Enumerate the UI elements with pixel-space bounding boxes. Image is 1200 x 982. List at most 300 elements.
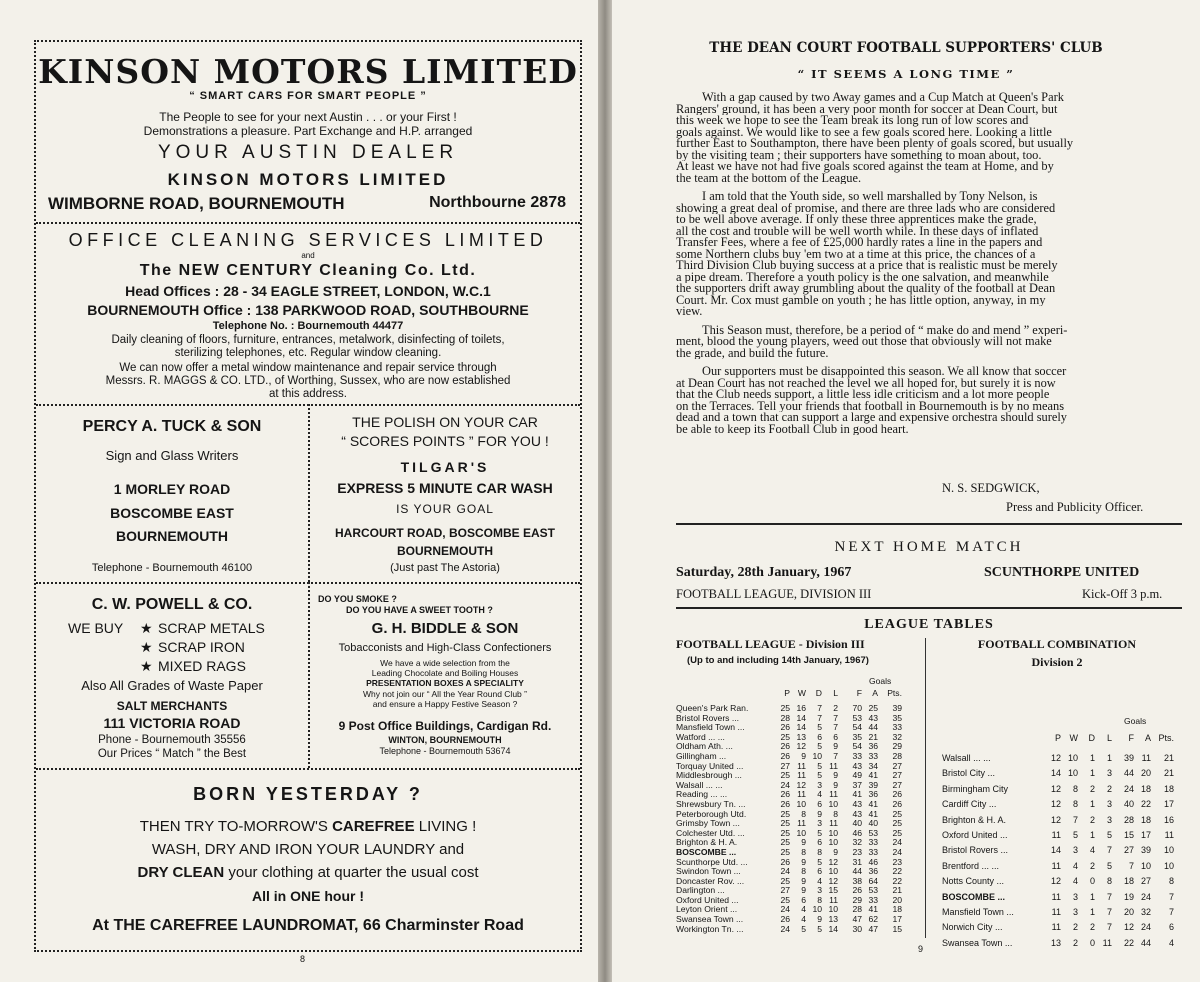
table-cell: 8: [801, 808, 806, 819]
star-icon: ★: [140, 639, 153, 655]
table-cell: 12: [1050, 876, 1061, 887]
table-cell: 11: [1051, 829, 1061, 840]
table-cell: 7: [1106, 906, 1112, 917]
table-cell: 1: [1089, 891, 1095, 902]
table-cell: 20: [892, 894, 902, 905]
next-match-date: Saturday, 28th January, 1967: [676, 565, 852, 580]
table-cell: 39: [868, 779, 878, 790]
table-cell: 9: [801, 875, 806, 886]
carefree-address: At THE CAREFREE LAUNDROMAT, 66 Charminster Road: [92, 917, 524, 934]
table-cell: 10: [796, 798, 806, 809]
tuck-address-2: BOSCOMBE EAST: [110, 505, 234, 521]
table-cell: 5: [1106, 829, 1112, 840]
table-row: [942, 828, 1182, 843]
table-cell: 11: [829, 818, 838, 829]
office-desc-3: We can now offer a metal window maintenance and repair service through: [119, 362, 497, 374]
team-name: Oldham Ath. ...: [676, 742, 733, 752]
table-cell: 35: [852, 731, 862, 742]
team-name: Mansfield Town ...: [676, 723, 745, 733]
page-9: [612, 0, 1200, 982]
next-match-opponent: SCUNTHORPE UNITED: [984, 565, 1140, 580]
table-cell: 7: [1106, 891, 1112, 902]
team-name: Darlington ...: [676, 886, 725, 896]
table-cell: 8: [1072, 799, 1078, 810]
table-cell: 62: [868, 914, 878, 925]
table-cell: 10: [828, 837, 838, 848]
table-cell: 7: [1106, 922, 1112, 933]
table-cell: 3: [1106, 814, 1112, 825]
table-cell: 70: [852, 703, 862, 713]
tilgar-wash: EXPRESS 5 MINUTE CAR WASH: [337, 480, 553, 496]
table-cell: 11: [797, 818, 806, 829]
table-cell: 13: [796, 731, 806, 742]
comb-table: [942, 751, 1182, 951]
table-cell: 22: [892, 875, 902, 886]
table-cell: 24: [780, 904, 790, 915]
article-line: that the Club needs support, a little less idle criticism and a lot more people: [676, 389, 1050, 401]
table-cell: 9: [833, 846, 838, 857]
table-cell: 1: [1089, 906, 1095, 917]
tilgar-road: HARCOURT ROAD, BOSCOMBE EAST: [334, 526, 555, 540]
table-row: [676, 829, 922, 839]
office-cleaning-advert: [36, 224, 580, 402]
table-cell: 11: [829, 789, 838, 800]
carefree-laundromat-advert: [36, 772, 580, 952]
table-cell: 31: [852, 856, 862, 867]
table-row: [942, 843, 1182, 858]
table-cell: 41: [852, 789, 862, 800]
table-row: [942, 766, 1182, 781]
table-cell: 22: [892, 866, 902, 877]
table-cell: 23: [892, 856, 902, 867]
table-cell: 4: [1072, 876, 1078, 887]
office-head: Head Offices : 28 - 34 EAGLE STREET, LONDON, W.C.1: [125, 283, 491, 299]
table-cell: 11: [1051, 922, 1061, 933]
tilgar-town: BOURNEMOUTH: [397, 544, 493, 558]
team-name: Bristol City ...: [942, 768, 996, 779]
table-cell: 53: [868, 885, 878, 896]
table-cell: 4: [801, 914, 806, 925]
table-cell: 8: [817, 894, 822, 905]
table-cell: 3: [817, 885, 822, 896]
percy-tuck-advert: [36, 406, 308, 582]
table-cell: 10: [828, 827, 838, 838]
table-row: [942, 797, 1182, 812]
kinson-telephone: Northbourne 2878: [429, 194, 566, 211]
comb-goals-label: Goals: [1124, 716, 1147, 726]
table-cell: 10: [812, 750, 822, 761]
table-cell: 25: [780, 770, 790, 781]
article-paragraph: [676, 92, 1180, 184]
table-cell: 12: [1050, 783, 1061, 794]
table-row: [676, 877, 922, 887]
team-name: Peterborough Utd.: [676, 809, 747, 819]
table-cell: 4: [1168, 937, 1174, 948]
table-cell: 29: [892, 741, 902, 752]
table-cell: 27: [892, 779, 902, 790]
table-cell: 11: [797, 760, 806, 771]
team-name: Reading ... ...: [676, 790, 728, 800]
table-row: [676, 867, 922, 877]
table-cell: 11: [829, 894, 838, 905]
table-cell: 49: [852, 770, 862, 781]
table-cell: 36: [868, 866, 878, 877]
table-cell: 4: [801, 904, 806, 915]
article-line: At least we have not had five goals scored against the team at Home, and by: [676, 161, 1054, 173]
office-desc-2: sterilizing telephones, etc. Regular window cleaning.: [174, 347, 442, 359]
div3-header-cell: A: [872, 688, 878, 698]
table-cell: 11: [829, 760, 838, 771]
table-cell: 25: [780, 818, 790, 829]
office-title: OFFICE CLEANING SERVICES LIMITED: [68, 230, 548, 250]
table-cell: 10: [828, 798, 838, 809]
team-name: Walsall ... ...: [676, 780, 723, 790]
div3-header-row: [676, 688, 922, 700]
carefree-brand: CAREFREE: [332, 818, 415, 835]
article-line: Third Division Club buying success at a price that is realistic must be merely: [676, 260, 1058, 272]
tilgar-goal: IS YOUR GOAL: [396, 502, 494, 516]
table-cell: 12: [1123, 922, 1134, 933]
table-row: [676, 848, 922, 858]
table-row: [676, 905, 922, 915]
article-paragraph: [676, 325, 1180, 360]
table-cell: 33: [868, 894, 878, 905]
table-cell: 44: [868, 722, 878, 733]
comb-header-cell: W: [1069, 733, 1078, 743]
comb-subtitle: Division 2: [1031, 655, 1083, 669]
table-cell: 28: [852, 904, 862, 915]
table-row: [942, 751, 1182, 766]
table-cell: 54: [852, 741, 862, 752]
table-cell: 13: [828, 914, 838, 925]
tuck-trade: Sign and Glass Writers: [105, 448, 239, 463]
carefree-title: BORN YESTERDAY ?: [193, 784, 423, 804]
table-cell: 11: [797, 770, 806, 781]
table-cell: 36: [868, 789, 878, 800]
comb-header-cell: F: [1128, 733, 1134, 743]
table-cell: 3: [1106, 799, 1112, 810]
table-cell: 29: [852, 894, 862, 905]
table-cell: 18: [1123, 876, 1134, 887]
carefree-line2: WASH, DRY AND IRON YOUR LAUNDRY and: [151, 841, 465, 858]
article-line: goals against. We would like to see a few goals scored here. Looking a little: [676, 126, 1052, 138]
office-desc-1: Daily cleaning of floors, furniture, entrances, metalwork, disinfecting of toilets,: [111, 334, 505, 346]
table-cell: 53: [852, 712, 862, 723]
kinson-dealer: YOUR AUSTIN DEALER: [157, 142, 459, 163]
table-cell: 53: [868, 827, 878, 838]
table-cell: 4: [817, 789, 822, 800]
powell-item-3: MIXED RAGS: [158, 658, 246, 674]
article-line: the grade, and build the future.: [676, 347, 829, 359]
div3-header-cell: D: [815, 688, 822, 698]
table-cell: 7: [1168, 906, 1174, 917]
table-cell: 3: [817, 779, 822, 790]
table-cell: 41: [868, 904, 878, 915]
table-cell: 25: [780, 731, 790, 742]
office-bournemouth: BOURNEMOUTH Office : 138 PARKWOOD ROAD, SOUTHBOURNE: [87, 302, 529, 318]
tilgar-line1: THE POLISH ON YOUR CAR: [352, 414, 538, 430]
table-cell: 10: [796, 827, 806, 838]
powell-item-1: SCRAP METALS: [158, 620, 265, 636]
table-cell: 12: [1050, 814, 1061, 825]
table-cell: 33: [868, 846, 878, 857]
table-cell: 24: [892, 837, 902, 848]
article-line: on the Terraces. Tell your friends that football in Bournemouth is by no means: [676, 400, 1065, 412]
table-cell: 2: [1089, 860, 1095, 871]
table-cell: 8: [801, 866, 806, 877]
kinson-name: KINSON MOTORS LIMITED: [167, 170, 449, 189]
team-name: Swansea Town ...: [942, 937, 1013, 948]
table-cell: 8: [833, 808, 838, 819]
article-line: Rangers' ground, it has been a very poor month for soccer at Dean Court, but: [676, 103, 1058, 115]
table-cell: 17: [892, 914, 902, 925]
kinson-title: KINSON MOTORS LIMITED: [38, 52, 578, 91]
table-cell: 11: [1051, 860, 1061, 871]
team-name: Oxford United ...: [942, 829, 1008, 840]
table-cell: 54: [852, 722, 862, 733]
tuck-address-1: 1 MORLEY ROAD: [113, 481, 231, 497]
tuck-telephone: Telephone - Bournemouth 46100: [91, 562, 253, 574]
article-line: the team at the bottom of the League.: [676, 172, 862, 184]
table-cell: 10: [812, 904, 822, 915]
table-cell: 5: [817, 856, 822, 867]
carefree-line1-end: LIVING !: [414, 818, 477, 835]
table-cell: 2: [833, 703, 838, 713]
table-cell: 26: [892, 798, 902, 809]
team-name: Grimsby Town ...: [676, 819, 740, 829]
article-line: by the visiting team ; their supporters have something to moan about, too.: [676, 149, 1042, 161]
page-number: 8: [300, 954, 306, 964]
comb-header-row: [942, 733, 1182, 745]
club-title: THE DEAN COURT FOOTBALL SUPPORTERS' CLUB: [709, 40, 1103, 56]
table-cell: 3: [1106, 768, 1112, 779]
table-cell: 16: [1163, 814, 1174, 825]
table-cell: 24: [892, 846, 902, 857]
team-name: Doncaster Rov. ...: [676, 876, 745, 886]
table-cell: 12: [796, 779, 806, 790]
team-name: Mansfield Town ...: [942, 906, 1014, 917]
article-paragraph: [676, 366, 1180, 435]
table-cell: 14: [796, 722, 806, 733]
table-cell: 15: [1123, 829, 1134, 840]
table-row: [676, 886, 922, 896]
table-cell: 1: [1089, 768, 1095, 779]
table-cell: 12: [796, 741, 806, 752]
table-cell: 5: [817, 923, 822, 934]
div3-header-cell: L: [833, 688, 838, 698]
carefree-dry-clean: DRY CLEAN: [137, 864, 225, 881]
table-cell: 1: [1089, 799, 1095, 810]
table-cell: 11: [1051, 891, 1061, 902]
team-name: Swansea Town ...: [676, 915, 744, 925]
table-cell: 7: [1106, 845, 1112, 856]
table-cell: 3: [1072, 906, 1078, 917]
divider: [36, 768, 580, 770]
article-line: some Northern clubs buy 'em two at a time at this price, the chances of a: [676, 248, 1036, 260]
table-row: [942, 813, 1182, 828]
table-cell: 43: [852, 798, 862, 809]
table-cell: 7: [1128, 860, 1134, 871]
powell-salt: SALT MERCHANTS: [116, 699, 228, 713]
article-headline: “ IT SEEMS A LONG TIME ”: [797, 67, 1015, 81]
team-name: Brentford ... ...: [942, 860, 1000, 871]
kinson-motors-advert: [36, 42, 580, 220]
table-cell: 27: [1123, 845, 1134, 856]
biddle-selection-1: We have a wide selection from the: [380, 658, 510, 668]
table-cell: 25: [892, 818, 902, 829]
table-row: [942, 874, 1182, 889]
table-cell: 47: [852, 914, 862, 925]
table-cell: 21: [892, 885, 902, 896]
carefree-line3-text: your clothing at quarter the usual cost: [224, 864, 479, 881]
table-cell: 7: [1168, 891, 1174, 902]
office-desc-4: Messrs. R. MAGGS & CO. LTD., of Worthing, Sussex, who are now established: [105, 375, 511, 387]
div3-title: FOOTBALL LEAGUE - Division III: [676, 637, 865, 651]
table-cell: 7: [817, 712, 822, 723]
table-cell: 14: [796, 712, 806, 723]
table-cell: 13: [1050, 937, 1061, 948]
table-cell: 15: [828, 885, 838, 896]
table-cell: 10: [1163, 860, 1174, 871]
powell-we-buy: WE BUY: [68, 620, 124, 636]
table-cell: 24: [780, 779, 790, 790]
table-cell: 1: [1089, 753, 1095, 763]
table-cell: 32: [852, 837, 862, 848]
table-cell: 9: [801, 885, 806, 896]
table-cell: 3: [1072, 845, 1078, 856]
table-cell: 26: [892, 789, 902, 800]
table-cell: 9: [801, 750, 806, 761]
table-cell: 20: [1123, 906, 1134, 917]
table-cell: 5: [801, 923, 806, 934]
biddle-name: G. H. BIDDLE & SON: [371, 620, 519, 637]
article-line: showing a great deal of promise, and there are three lads who are considered: [676, 202, 1056, 214]
tilgar-note: (Just past The Astoria): [390, 562, 500, 574]
table-cell: 9: [833, 770, 838, 781]
table-cell: 8: [817, 846, 822, 857]
table-cell: 25: [780, 875, 790, 886]
carefree-line1-text: THEN TRY TO-MORROW'S: [139, 818, 333, 835]
divider: [925, 638, 926, 938]
office-and: and: [301, 251, 315, 260]
team-name: Shrewsbury Tn. ...: [676, 799, 746, 809]
office-telephone: Telephone No. : Bournemouth 44477: [212, 320, 404, 332]
article-line: Our supporters must be disappointed this season. We all know that soccer: [702, 366, 1067, 378]
advert-frame: [34, 40, 582, 952]
table-cell: 25: [892, 808, 902, 819]
powell-also: Also All Grades of Waste Paper: [81, 678, 263, 693]
table-cell: 25: [868, 703, 878, 713]
table-cell: 14: [1050, 768, 1061, 779]
article-body: [676, 92, 1180, 442]
table-cell: 27: [892, 770, 902, 781]
article-line: Court. Mr. Cox must gamble on youth ; he has little option, anyway, in my: [676, 294, 1046, 306]
biddle-advert: [310, 584, 580, 768]
kinson-line2: Demonstrations a pleasure. Part Exchange and H.P. arranged: [143, 124, 473, 138]
article-line: the supporters drift away grumbling about the quality of the football at Dean: [676, 283, 1056, 295]
article-line: at Dean Court has not reached the level we all hoped for, but surely it is now: [676, 377, 1056, 389]
table-cell: 41: [868, 798, 878, 809]
article-line: With a gap caused by two Away games and a Cup Match at Queen's Park: [702, 92, 1064, 104]
table-cell: 21: [1163, 768, 1174, 779]
kinson-slogan: “ SMART CARS FOR SMART PEOPLE ”: [189, 90, 427, 102]
tuck-address-3: BOURNEMOUTH: [116, 528, 228, 544]
table-cell: 2: [1089, 814, 1095, 825]
table-cell: 33: [892, 722, 902, 733]
table-cell: 18: [892, 904, 902, 915]
powell-prices: Our Prices “ Match ” the Best: [97, 748, 247, 760]
table-cell: 2: [1072, 937, 1078, 948]
table-cell: 34: [868, 760, 878, 771]
table-cell: 8: [801, 846, 806, 857]
table-cell: 2: [1072, 922, 1078, 933]
article-signature-role: Press and Publicity Officer.: [1006, 500, 1144, 514]
table-cell: 20: [1140, 768, 1151, 779]
tuck-name: PERCY A. TUCK & SON: [82, 418, 262, 435]
divider: [676, 523, 1182, 525]
team-name: Norwich City ...: [942, 922, 1003, 933]
next-match-kickoff: Kick-Off 3 p.m.: [1082, 587, 1163, 601]
table-row: [676, 800, 922, 810]
table-cell: 4: [1089, 845, 1095, 856]
table-cell: 43: [852, 760, 862, 771]
next-match-heading: NEXT HOME MATCH: [834, 539, 1024, 555]
table-cell: 40: [868, 818, 878, 829]
table-cell: 10: [828, 866, 838, 877]
table-cell: 3: [1072, 891, 1078, 902]
team-name: BOSCOMBE ...: [942, 891, 1006, 902]
article-line: I am told that the Youth side, so well marshalled by Tony Nelson, is: [702, 191, 1038, 203]
table-cell: 36: [868, 741, 878, 752]
table-cell: 33: [868, 750, 878, 761]
div3-subtitle: (Up to and including 14th January, 1967): [687, 655, 869, 666]
table-row: [942, 890, 1182, 905]
office-company: The NEW CENTURY Cleaning Co. Ltd.: [139, 262, 477, 279]
article-line: view.: [676, 306, 703, 318]
table-cell: 3: [817, 818, 822, 829]
star-icon: ★: [140, 658, 153, 674]
table-row: [942, 920, 1182, 935]
table-cell: 26: [780, 741, 790, 752]
team-name: Middlesbrough ...: [676, 771, 742, 781]
table-cell: 32: [892, 731, 902, 742]
table-cell: 35: [892, 712, 902, 723]
star-icon: ★: [140, 620, 153, 636]
team-name: Watford ... ...: [676, 732, 725, 742]
table-cell: 23: [852, 846, 862, 857]
table-cell: 14: [828, 923, 838, 934]
team-name: Brighton & H. A.: [676, 838, 738, 848]
table-row: [942, 905, 1182, 920]
table-cell: 47: [868, 923, 878, 934]
div3-header-cell: W: [797, 688, 806, 698]
table-cell: 10: [828, 904, 838, 915]
table-cell: 22: [1123, 937, 1134, 948]
kinson-road: WIMBORNE ROAD, BOURNEMOUTH: [48, 194, 345, 213]
table-row: [676, 896, 922, 906]
table-cell: 43: [852, 808, 862, 819]
table-cell: 17: [1163, 799, 1174, 810]
kinson-line1: The People to see for your next Austin . . . or your First !: [159, 110, 457, 124]
biddle-question-1: DO YOU SMOKE ?: [318, 594, 397, 604]
powell-name: C. W. POWELL & CO.: [91, 596, 253, 613]
table-cell: 27: [780, 885, 790, 896]
biddle-telephone: Telephone - Bournemouth 53674: [379, 746, 511, 756]
table-cell: 27: [892, 760, 902, 771]
table-cell: 25: [780, 837, 790, 848]
table-cell: 41: [868, 808, 878, 819]
table-cell: 5: [817, 760, 822, 771]
